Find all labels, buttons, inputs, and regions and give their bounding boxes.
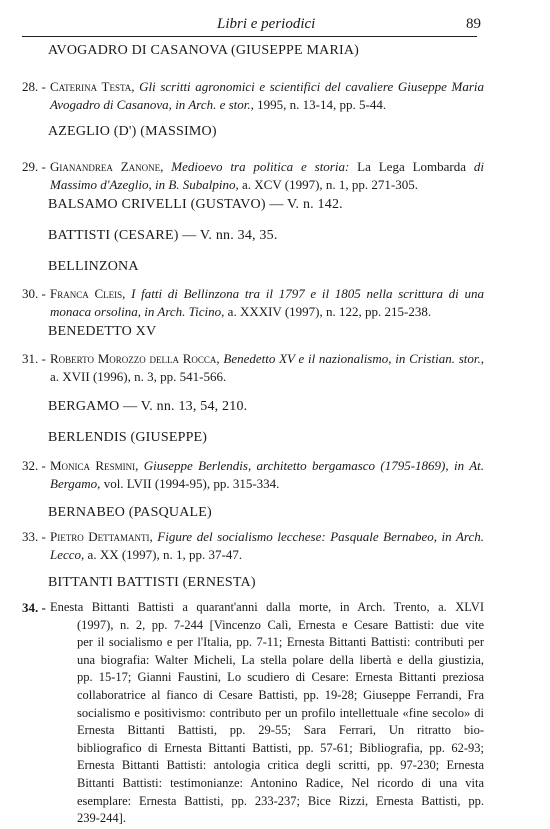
- bibliography-entry: [22, 457, 484, 493]
- entry-line: Ernesta Bittanti Battisti, pp. 29-55; Sara Ferrari, Un ritratto bio-: [77, 723, 484, 738]
- section-heading: BITTANTI BATTISTI (ERNESTA): [48, 575, 256, 590]
- entry-line: bibliografico di Ernesta Bittanti Battisti, pp. 57-61; Bibliografia, pp. 62-93;: [77, 740, 484, 755]
- entry-title: Medioevo tra politica e storia:: [171, 159, 350, 174]
- entry-number: 34. -: [22, 600, 46, 615]
- entry-line: per il socialismo e per l'Italia, pp. 7-11; Ernesta Bittanti Battisti: contributi per: [77, 635, 484, 650]
- entry-journal: in B. Subalpino,: [154, 177, 239, 192]
- entry-line: collaboratrice al fianco di Cesare Battisti, pp. 19-28; Giuseppe Ferrandi, Fra: [77, 687, 484, 702]
- entry-title-continued: di Massimo d'Azeglio,: [50, 159, 484, 192]
- bibliography-entry: [22, 528, 484, 564]
- bibliography-entry: [22, 158, 484, 194]
- entry-details: a. XVII (1996), n. 3, pp. 541-566.: [50, 369, 227, 384]
- entry-author: Caterina Testa,: [50, 79, 135, 94]
- section-heading: AVOGADRO DI CASANOVA (GIUSEPPE MARIA): [48, 43, 360, 58]
- entry-title: I fatti di Bellinzona tra il 1797 e il 1805 nella scrittura di una monaca orsolina,: [50, 286, 485, 319]
- entry-journal: in Arch. e stor.,: [175, 97, 254, 112]
- entry-number: 31. -: [22, 351, 46, 366]
- entry-details: a. XX (1997), n. 1, pp. 37-47.: [87, 547, 243, 562]
- entry-details: a. XCV (1997), n. 1, pp. 271-305.: [242, 177, 418, 192]
- section-heading: BATTISTI (CESARE) — V. nn. 34, 35.: [48, 228, 278, 243]
- section-heading: BERNABEO (PASQUALE): [48, 505, 212, 520]
- entry-line: Bittanti Battisti: testimonianze: Antonino Radice, Nel ricordo di una vita: [77, 775, 484, 790]
- running-title: Libri e periodici: [217, 16, 316, 32]
- entry-title: Gli scritti agronomici e scientifici del cavaliere Giuseppe Maria Avogadro di Casanova,: [50, 79, 485, 112]
- section-heading: BERGAMO — V. nn. 13, 54, 210.: [48, 399, 248, 414]
- entry-line: una biografia: Walter Micheli, La stella polare della libertà e della giustizia,: [77, 652, 484, 667]
- entry-journal: in Arch. Lecco,: [50, 529, 485, 562]
- entry-number: 28. -: [22, 79, 46, 94]
- bibliography-entry: [22, 285, 484, 321]
- entry-title: Giuseppe Berlendis, architetto bergamasco (1795-1869),: [143, 458, 449, 473]
- entry-line: 239-244].: [77, 811, 126, 826]
- entry-lines: [50, 599, 484, 828]
- entry-line: esemplare: Ernesta Battisti, pp. 233-237; Bice Rizzi, Ernesta Battisti, pp.: [77, 793, 484, 808]
- entry-author: Gianandrea Zanone,: [50, 159, 164, 174]
- section-heading: AZEGLIO (D') (MASSIMO): [48, 124, 217, 139]
- entry-journal: in At. Bergamo,: [50, 458, 485, 491]
- entry-journal: in Arch. Ticino,: [144, 304, 225, 319]
- entry-line: Enesta Bittanti Battisti a quarant'anni dalla morte, in Arch. Trento, a. XLVI: [50, 600, 484, 614]
- entry-details: 1995, n. 13-14, pp. 5-44.: [257, 97, 387, 112]
- entry-details: vol. LVII (1994-95), pp. 315-334.: [103, 476, 280, 491]
- entry-number: 32. -: [22, 458, 46, 473]
- bibliography-entry: [22, 78, 484, 114]
- section-heading: BENEDETTO XV: [48, 324, 157, 339]
- section-heading: BALSAMO CRIVELLI (GUSTAVO) — V. n. 142.: [48, 197, 343, 212]
- entry-author: Monica Resmini,: [50, 458, 139, 473]
- entry-line: (1997), n. 2, pp. 7-244 [Vincenzo Calì, Ernesta e Cesare Battisti: due vite: [77, 617, 484, 632]
- entry-author: Pietro Dettamanti,: [50, 529, 153, 544]
- bibliography-entry: [22, 350, 484, 386]
- entry-author: Franca Cleis,: [50, 286, 126, 301]
- entry-number: 29. -: [22, 159, 46, 174]
- page-number: 89: [466, 16, 481, 32]
- section-heading: BERLENDIS (GIUSEPPE): [48, 430, 208, 445]
- entry-line: pp. 15-17; Gianni Faustini, Lo scudiero di Cesare: Ernesta Bittanti preziosa: [77, 670, 484, 685]
- entry-line: Ernesta Bittanti Battisti: antologia critica degli scritti, pp. 97-230; Ernesta: [77, 758, 484, 773]
- entry-line: socialismo e positivismo: contributo per un profilo intellettuale «fine secolo» di: [77, 705, 484, 720]
- entry-details: a. XXXIV (1997), n. 122, pp. 215-238.: [227, 304, 432, 319]
- entry-subtitle: La Lega Lombarda: [357, 159, 467, 174]
- entry-number: 33. -: [22, 529, 46, 544]
- running-head: [22, 14, 481, 37]
- entry-number: 30. -: [22, 286, 46, 301]
- entry-journal: in Cristian. stor.,: [395, 351, 484, 366]
- entry-title: Figure del socialismo lecchese: Pasquale Bernabeo,: [157, 529, 437, 544]
- section-heading: BELLINZONA: [48, 259, 139, 274]
- entry-author: Roberto Morozzo della Rocca,: [50, 351, 220, 366]
- entry-title: Benedetto XV e il nazionalismo,: [223, 351, 392, 366]
- bibliography-entry: [22, 599, 484, 828]
